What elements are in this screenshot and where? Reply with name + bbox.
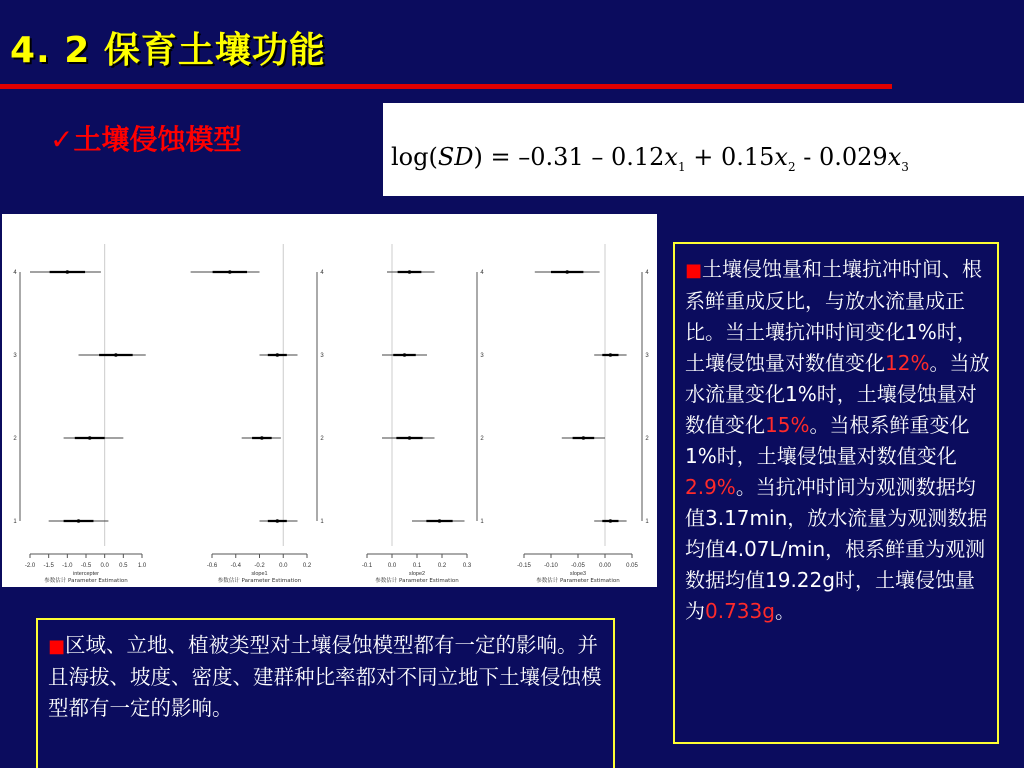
findings-value-2: 15%: [765, 413, 810, 437]
findings-text-1: 土壤侵蚀量和土壤抗冲时间、根系鲜重成反比，与放水流量成正比。当土壤抗冲时间变化1%时，土壤侵蚀量对数值变化: [685, 257, 983, 375]
x-tick-label: -2.0: [24, 563, 36, 569]
x-tick-label: -1.5: [43, 563, 54, 569]
x-axis-label-2: 参数估计 Parameter Estimation: [375, 578, 459, 584]
slide-title: 4. 2 保育土壤功能: [10, 30, 326, 71]
y-tick-label: 1: [13, 519, 17, 525]
estimate-point: [609, 519, 613, 523]
section-subtitle: ✓土壤侵蚀模型: [50, 123, 242, 156]
x-tick-label: -0.2: [254, 563, 265, 569]
y-tick-label: 4: [480, 270, 484, 276]
bullet-icon: ■: [685, 260, 703, 281]
estimate-point: [260, 436, 264, 440]
x-tick-label: 0.5: [119, 563, 128, 569]
estimate-point: [408, 436, 412, 440]
findings-value-1: 12%: [885, 351, 930, 375]
y-tick-label: 2: [480, 436, 484, 442]
x-tick-label: 0.0: [279, 563, 288, 569]
estimate-point: [403, 353, 407, 357]
x-tick-label: -0.10: [544, 563, 558, 569]
x-tick-label: 0.1: [412, 563, 422, 569]
x-tick-label: -0.4: [230, 563, 241, 569]
findings-value-3: 2.9%: [685, 475, 736, 499]
y-tick-label: 3: [480, 353, 484, 359]
equation-box: [383, 103, 1024, 196]
x-tick-label: 1.0: [137, 563, 147, 569]
x-axis-label: slope1: [251, 571, 268, 577]
x-tick-label: -0.6: [206, 563, 218, 569]
findings-text-4: 。当抗冲时间为观测数据均值3.17min，放水流量为观测数据均值4.07L/min，根系鲜重为观测数据均值19.22g时，土壤侵蚀量为: [685, 475, 988, 623]
x-tick-label: 0.00: [599, 563, 611, 569]
x-tick-label: -1.0: [62, 563, 73, 569]
x-tick-label: -0.1: [361, 563, 373, 569]
estimate-point: [228, 270, 232, 274]
findings-value-4: 0.733g: [705, 599, 775, 623]
x-axis-label: slope3: [569, 571, 587, 577]
x-tick-label: -0.15: [517, 563, 531, 569]
estimate-point: [438, 519, 442, 523]
findings-box: [673, 242, 999, 744]
x-axis-label-2: 参数估计 Parameter Estimation: [536, 578, 620, 584]
bullet-icon: ■: [48, 636, 66, 657]
estimate-point: [276, 519, 280, 523]
estimate-point: [565, 270, 569, 274]
estimate-point: [609, 353, 613, 357]
x-tick-label: -0.5: [80, 563, 92, 569]
influence-text: 区域、立地、植被类型对土壤侵蚀模型都有一定的影响。并且海拔、坡度、密度、建群种比率都对不同立地下土壤侵蚀模型都有一定的影响。: [48, 633, 602, 720]
influence-box: [36, 618, 615, 768]
x-tick-label: 0.05: [626, 563, 638, 569]
x-axis-label-2: 参数估计 Parameter Estimation: [217, 578, 302, 584]
y-tick-label: 4: [320, 270, 324, 276]
x-axis-label: intercepter: [73, 571, 99, 577]
estimate-point: [77, 519, 81, 523]
title-divider: [0, 84, 892, 89]
x-axis-label: slope2: [408, 571, 426, 577]
y-tick-label: 1: [320, 519, 324, 525]
y-tick-label: 1: [480, 519, 484, 525]
estimate-point: [276, 353, 280, 357]
y-tick-label: 2: [645, 436, 649, 442]
estimate-point: [408, 270, 412, 274]
findings-text-2: 。当放水流量变化1%时，土壤侵蚀量对数值变化: [685, 351, 990, 437]
estimate-point: [66, 270, 70, 274]
x-tick-label: 0.2: [437, 563, 447, 569]
x-tick-label: 0.2: [302, 563, 312, 569]
y-tick-label: 3: [645, 353, 649, 359]
y-tick-label: 4: [645, 270, 649, 276]
estimate-point: [88, 436, 92, 440]
y-tick-label: 3: [13, 353, 17, 359]
y-tick-label: 3: [320, 353, 324, 359]
y-tick-label: 2: [13, 436, 17, 442]
regression-equation: $\log(SD) = -0.31 - 0.12x_1 + 0.15x_2 - 0.029x_3$: [391, 143, 909, 174]
x-axis-label-2: 参数估计 Parameter Estimation: [44, 578, 128, 584]
x-tick-label: 0.0: [100, 563, 109, 569]
y-tick-label: 2: [320, 436, 324, 442]
coefficient-plot: [2, 214, 657, 587]
estimate-point: [114, 353, 118, 357]
x-tick-label: 0.3: [462, 563, 472, 569]
findings-text-5: 。: [774, 599, 795, 623]
estimate-point: [582, 436, 586, 440]
x-tick-label: -0.05: [571, 563, 585, 569]
y-tick-label: 1: [645, 519, 649, 525]
x-tick-label: 0.0: [387, 563, 397, 569]
y-tick-label: 4: [13, 270, 17, 276]
parameter-estimation-figure: [2, 214, 657, 587]
findings-text-3: 。当根系鲜重变化1%时，土壤侵蚀量对数值变化: [685, 413, 970, 468]
